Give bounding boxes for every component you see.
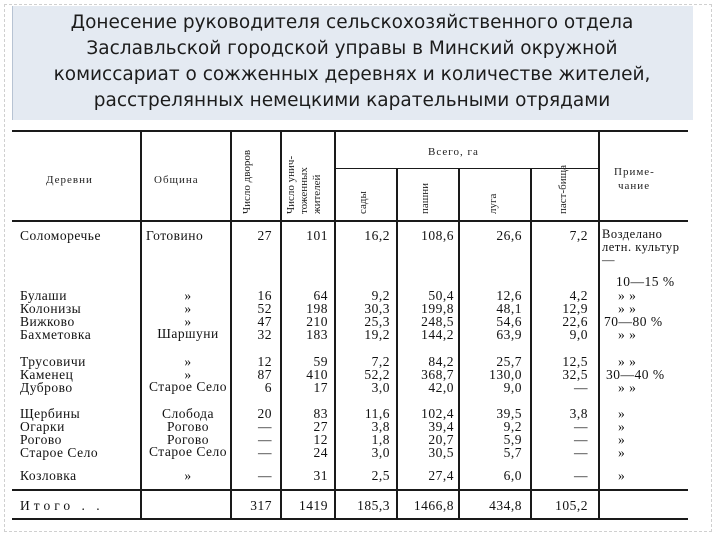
cell-village: Колонизы: [20, 301, 82, 316]
cell-arable: 144,2: [421, 327, 454, 342]
cell-pasture: —: [574, 432, 588, 447]
cell-arable: 199,8: [421, 301, 454, 316]
cell-pasture: 4,2: [569, 288, 588, 303]
cell-pasture: 3,8: [569, 406, 588, 421]
cell-gardens: 3,0: [371, 445, 390, 460]
cell-pasture: 7,2: [569, 228, 588, 243]
header-village: Деревни: [46, 174, 93, 186]
cell-village: Бахметовка: [20, 327, 92, 342]
cell-arable: 50,4: [428, 288, 454, 303]
cell-houses: 87: [257, 367, 272, 382]
cell-gardens: 16,2: [364, 228, 390, 243]
col-divider: [140, 130, 142, 518]
cell-community: Рогово: [167, 419, 209, 434]
header-pasture: паст-бища: [557, 165, 569, 214]
col-divider: [530, 168, 532, 518]
cell-community: Слобода: [161, 406, 215, 421]
cell-arable: 248,5: [421, 314, 454, 329]
total-houses: 317: [250, 498, 272, 513]
cell-killed: 101: [306, 228, 328, 243]
col-divider: [598, 130, 600, 518]
cell-note: 30—40 %: [606, 367, 665, 382]
cell-gardens: 7,2: [371, 354, 390, 369]
cell-meadows: 6,0: [503, 468, 522, 483]
cell-arable: 368,7: [421, 367, 454, 382]
cell-killed: 24: [313, 445, 328, 460]
cell-community: Старое Село: [148, 379, 228, 394]
cell-arable: 30,5: [428, 445, 454, 460]
cell-pasture: 32,5: [562, 367, 588, 382]
cell-killed: 64: [313, 288, 328, 303]
cell-village: Старое Село: [20, 445, 99, 460]
header-meadows: луга: [487, 193, 499, 214]
cell-arable: 20,7: [428, 432, 454, 447]
cell-meadows: 5,7: [503, 445, 522, 460]
cell-houses: —: [258, 419, 272, 434]
total-killed: 1419: [299, 498, 328, 513]
col-divider: [396, 168, 398, 518]
cell-village: Щербины: [20, 406, 81, 421]
data-table: [12, 128, 688, 524]
cell-houses: 6: [264, 380, 272, 395]
header-killed-line2: тоженных: [298, 167, 310, 214]
cell-note: »: [618, 406, 626, 421]
cell-killed: 12: [313, 432, 328, 447]
cell-arable: 84,2: [428, 354, 454, 369]
total-top-rule: [12, 489, 688, 491]
cell-meadows: 25,7: [496, 354, 522, 369]
cell-meadows: 9,0: [503, 380, 522, 395]
cell-houses: 16: [257, 288, 272, 303]
cell-note: » »: [618, 301, 637, 316]
cell-village: Козловка: [20, 468, 77, 483]
col-divider: [458, 168, 460, 518]
cell-note: »: [618, 419, 626, 434]
cell-community: Рогово: [167, 432, 209, 447]
cell-gardens: 19,2: [364, 327, 390, 342]
cell-arable: 102,4: [421, 406, 454, 421]
cell-gardens: 11,6: [364, 406, 390, 421]
cell-village: Трусовичи: [20, 354, 86, 369]
cell-houses: 20: [257, 406, 272, 421]
cell-meadows: 48,1: [496, 301, 522, 316]
header-note-line2: чание: [618, 180, 651, 192]
cell-killed: 410: [306, 367, 328, 382]
cell-killed: 31: [313, 468, 328, 483]
cell-meadows: 63,9: [496, 327, 522, 342]
cell-community: Шаршуни: [157, 326, 219, 341]
total-label: Итого . .: [20, 498, 104, 513]
cell-note: » »: [618, 288, 637, 303]
cell-village: Дуброво: [20, 380, 73, 395]
cell-killed: 83: [313, 406, 328, 421]
cell-killed: 27: [313, 419, 328, 434]
header-total-area: Всего, га: [428, 146, 479, 158]
cell-village: Соломоречье: [20, 228, 101, 243]
cell-community: »: [184, 288, 192, 303]
cell-pasture: 12,9: [562, 301, 588, 316]
cell-houses: 52: [257, 301, 272, 316]
header-houses: Число дворов: [241, 149, 253, 214]
cell-gardens: 2,5: [371, 468, 390, 483]
cell-houses: 32: [257, 327, 272, 342]
cell-community: Готовино: [146, 228, 204, 243]
cell-community: »: [184, 468, 192, 483]
cell-gardens: 3,8: [371, 419, 390, 434]
total-pasture: 105,2: [555, 498, 588, 513]
cell-meadows: 26,6: [496, 228, 522, 243]
title-line: расстрелянных немецкими карательными отрядами: [93, 90, 611, 111]
cell-pasture: 9,0: [569, 327, 588, 342]
cell-gardens: 52,2: [364, 367, 390, 382]
cell-pasture: —: [574, 468, 588, 483]
cell-community: Старое Село: [148, 444, 228, 459]
cell-note: »: [618, 432, 626, 447]
cell-pasture: —: [574, 380, 588, 395]
total-arable: 1466,8: [413, 498, 454, 513]
title-line: комиссариат о сожженных деревнях и количестве жителей,: [53, 64, 651, 85]
cell-village: Огарки: [20, 419, 65, 434]
document-title: [12, 10, 692, 114]
cell-community: »: [184, 314, 192, 329]
cell-note: » »: [618, 380, 637, 395]
cell-note: Возделано летн. культур —: [602, 227, 680, 267]
cell-note: » »: [618, 354, 637, 369]
cell-gardens: 9,2: [371, 288, 390, 303]
cell-killed: 198: [306, 301, 328, 316]
cell-meadows: 54,6: [496, 314, 522, 329]
cell-village: Вижково: [20, 314, 75, 329]
cell-community: »: [184, 354, 192, 369]
cell-gardens: 30,3: [364, 301, 390, 316]
cell-note: » »: [618, 327, 637, 342]
cell-note-percent: 10—15 %: [616, 274, 675, 289]
cell-houses: —: [258, 468, 272, 483]
cell-gardens: 1,8: [371, 432, 390, 447]
cell-killed: 210: [306, 314, 328, 329]
table-top-rule: [12, 130, 688, 132]
header-killed-line3: жителей: [311, 174, 323, 214]
cell-arable: 27,4: [428, 468, 454, 483]
cell-meadows: 5,9: [503, 432, 522, 447]
cell-pasture: —: [574, 445, 588, 460]
cell-killed: 59: [313, 354, 328, 369]
cell-houses: —: [258, 432, 272, 447]
cell-houses: —: [258, 445, 272, 460]
cell-meadows: 9,2: [503, 419, 522, 434]
cell-note: »: [618, 468, 626, 483]
cell-houses: 47: [257, 314, 272, 329]
col-divider: [230, 130, 232, 518]
cell-community: »: [184, 367, 192, 382]
cell-pasture: 12,5: [562, 354, 588, 369]
cell-killed: 17: [313, 380, 328, 395]
cell-pasture: —: [574, 419, 588, 434]
header-arable: пашни: [419, 182, 431, 214]
header-bottom-rule: [12, 220, 688, 222]
cell-note: »: [618, 445, 626, 460]
header-community: Община: [154, 174, 199, 186]
cell-gardens: 25,3: [364, 314, 390, 329]
header-gardens: сады: [357, 191, 369, 214]
cell-pasture: 22,6: [562, 314, 588, 329]
table-bottom-rule: [12, 518, 688, 520]
cell-arable: 42,0: [428, 380, 454, 395]
cell-houses: 12: [257, 354, 272, 369]
header-killed-line1: Число унич-: [285, 155, 297, 214]
cell-arable: 108,6: [421, 228, 454, 243]
cell-village: Булаши: [20, 288, 67, 303]
title-line: Донесение руководителя сельскохозяйственного отдела: [70, 12, 634, 33]
cell-meadows: 12,6: [496, 288, 522, 303]
cell-gardens: 3,0: [371, 380, 390, 395]
cell-village: Рогово: [20, 432, 62, 447]
col-divider: [280, 130, 282, 518]
cell-meadows: 130,0: [489, 367, 522, 382]
header-note-line1: Приме-: [614, 166, 655, 178]
cell-note: 70—80 %: [604, 314, 663, 329]
cell-village: Каменец: [20, 367, 74, 382]
total-meadows: 434,8: [489, 498, 522, 513]
col-divider: [334, 130, 336, 518]
cell-houses: 27: [257, 228, 272, 243]
cell-community: »: [184, 301, 192, 316]
cell-arable: 39,4: [428, 419, 454, 434]
cell-killed: 183: [306, 327, 328, 342]
total-gardens: 185,3: [357, 498, 390, 513]
title-line: Заславльской городской управы в Минский окружной: [86, 38, 618, 59]
cell-meadows: 39,5: [496, 406, 522, 421]
